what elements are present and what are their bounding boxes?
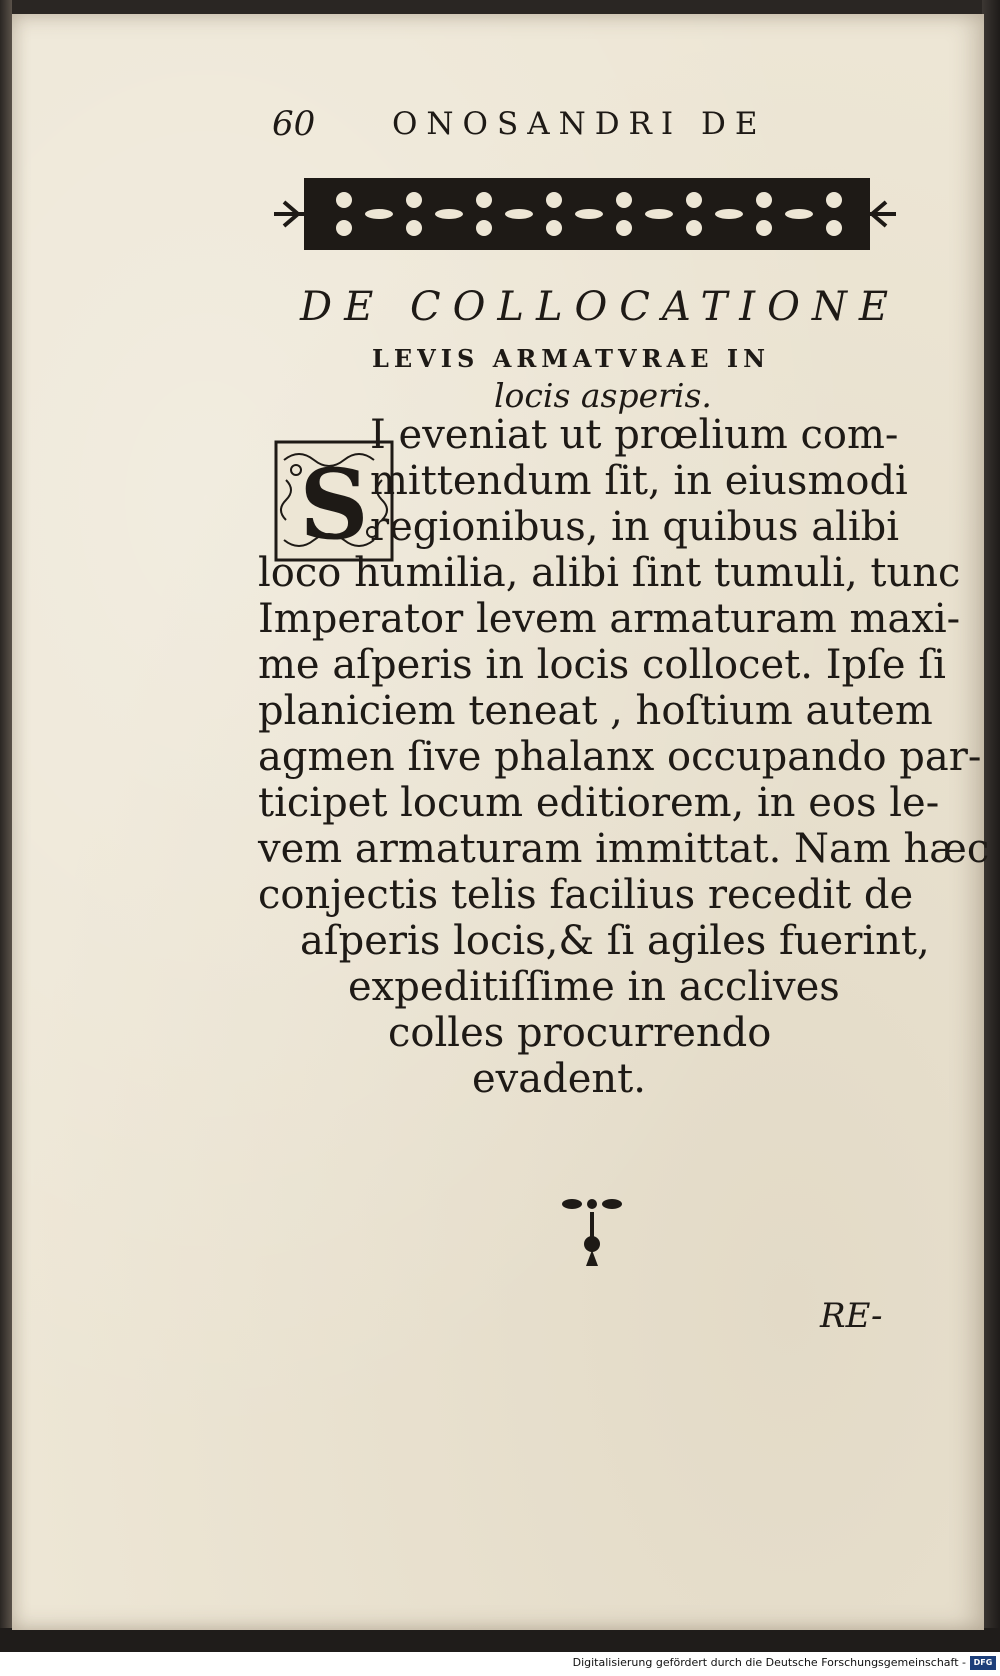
chapter-heading-line1: DE COLLOCATIONE [300,284,901,330]
text-line-9: ticipet locum editiorem, in eos le- [258,780,940,826]
text-line-10: vem armaturam immittat. Nam hæc [258,826,990,872]
book-page [12,14,990,1630]
text-line-12: aſperis locis,& ſi agiles fuerint, [300,918,930,964]
initial-letter: S [299,448,369,561]
catchword: RE- [820,1296,883,1336]
page-number: 60 [272,104,316,144]
text-line-7: planiciem teneat , hoſtium autem [258,688,933,734]
dfg-logo: DFG [970,1656,996,1670]
book-gutter [0,0,12,1652]
text-line-5: Imperator levem armaturam maxi- [258,596,961,642]
digitization-footer [0,1652,1000,1676]
text-line-11: conjectis telis facilius recedit de [258,872,914,918]
text-line-8: agmen ſive phalanx occupando par- [258,734,982,780]
scan-bottom-edge [0,1628,1000,1652]
funding-credit: Digitalisierung gefördert durch die Deutsche Forschungsgemeinschaft - [572,1656,966,1669]
text-line-13: expeditiſſime in acclives [348,964,840,1010]
text-line-15: evadent. [472,1056,646,1102]
running-head [272,104,832,148]
text-line-2: mittendum ſit, in eiusmodi [370,458,908,504]
text-line-14: colles procurrendo [388,1010,772,1056]
text-line-4: loco humilia, alibi ſint tumuli, tunc [258,550,961,596]
fleuron-icon [542,1192,642,1272]
ornament-band-icon [274,172,896,256]
text-line-6: me aſperis in locis collocet. Ipſe ſi [258,642,946,688]
text-line-1: I eveniat ut prœlium com- [370,412,899,458]
running-title: ONOSANDRI DE [392,106,767,142]
chapter-heading-line3: locis asperis. [494,376,712,415]
chapter-heading-line2: LEVIS ARMATVRAE IN [372,344,771,373]
text-line-3: regionibus, in quibus alibi [370,504,900,550]
